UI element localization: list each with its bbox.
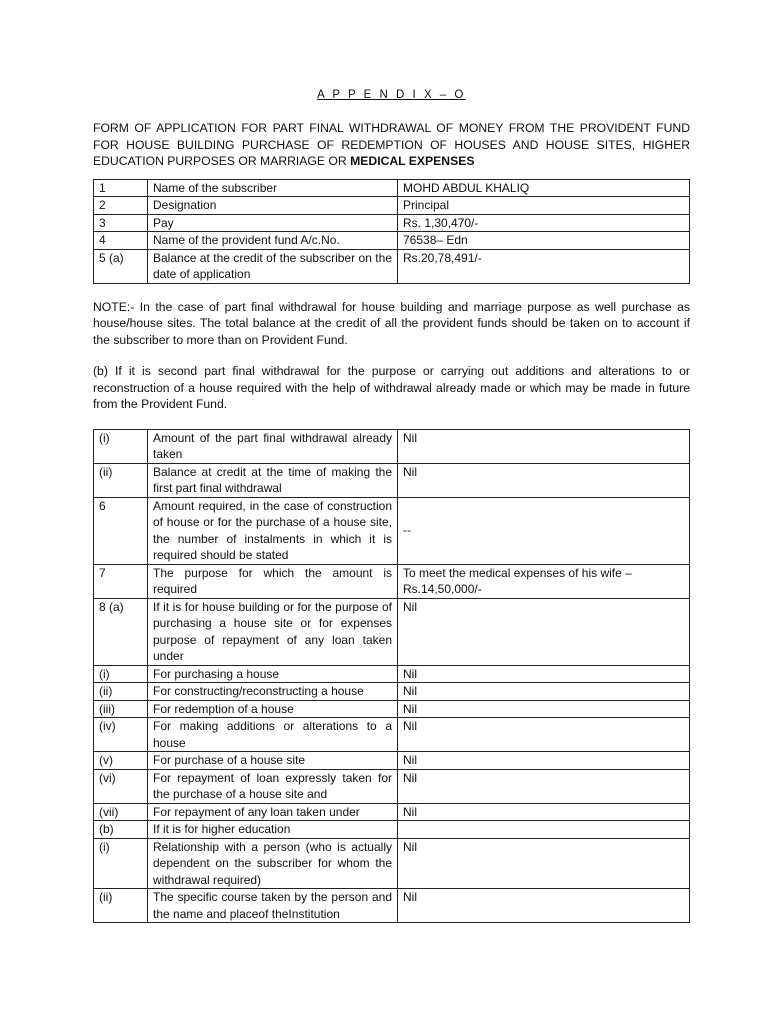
note-paragraph: NOTE:- In the case of part final withdrawal for house building and marriage purpose as well purchase as house/house sites. The total balance at the credit of all the provident funds should be taken on to account if the subscriber to more than on Provident Fund.	[93, 299, 690, 347]
cell-value	[398, 821, 690, 839]
document-page	[93, 88, 690, 923]
table-row	[94, 497, 690, 564]
table-row	[94, 769, 690, 803]
table-row	[94, 564, 690, 598]
cell-value: Nil	[398, 429, 690, 463]
table-row	[94, 752, 690, 770]
cell-value: Nil	[398, 700, 690, 718]
cell-item: For repayment of any loan taken under	[148, 803, 398, 821]
cell-no: (iv)	[94, 718, 148, 752]
cell-no: (ii)	[94, 463, 148, 497]
cell-no: (i)	[94, 838, 148, 889]
cell-no: (ii)	[94, 683, 148, 701]
subscriber-details-table	[93, 179, 690, 284]
cell-no: (v)	[94, 752, 148, 770]
cell-value: Nil	[398, 803, 690, 821]
cell-no: 7	[94, 564, 148, 598]
cell-value: Nil	[398, 665, 690, 683]
cell-no: 2	[94, 197, 148, 215]
cell-item: Amount of the part final withdrawal already taken	[148, 429, 398, 463]
cell-value: Nil	[398, 769, 690, 803]
cell-no: (vii)	[94, 803, 148, 821]
cell-no: 6	[94, 497, 148, 564]
cell-value: --	[398, 497, 690, 564]
cell-item: For making additions or alterations to a house	[148, 718, 398, 752]
cell-item: If it is for house building or for the purpose of purchasing a house site or for expenses purpose of repayment of any loan taken under	[148, 598, 398, 665]
cell-item: Balance at the credit of the subscriber on the date of application	[148, 249, 398, 283]
cell-item: If it is for higher education	[148, 821, 398, 839]
cell-item: Designation	[148, 197, 398, 215]
table-row	[94, 889, 690, 923]
cell-item: For purchasing a house	[148, 665, 398, 683]
cell-item: Amount required, in the case of construction of house or for the purchase of a house site, the number of instalments in which it is required should be stated	[148, 497, 398, 564]
cell-item: For constructing/reconstructing a house	[148, 683, 398, 701]
table-row	[94, 803, 690, 821]
table-row	[94, 214, 690, 232]
cell-value: Nil	[398, 683, 690, 701]
cell-item: Relationship with a person (who is actually dependent on the subscriber for whom the withdrawal required)	[148, 838, 398, 889]
cell-item: Balance at credit at the time of making the first part final withdrawal	[148, 463, 398, 497]
cell-item: For repayment of loan expressly taken for the purchase of a house site and	[148, 769, 398, 803]
table-row	[94, 665, 690, 683]
cell-item: The purpose for which the amount is required	[148, 564, 398, 598]
part-b-paragraph: (b) If it is second part final withdrawal for the purpose or carrying out additions and alterations to or reconstruction of a house required with the help of withdrawal already made or which may be made in future from the Provident Fund.	[93, 364, 690, 411]
cell-item: Name of the subscriber	[148, 179, 398, 197]
table-row	[94, 718, 690, 752]
cell-no: (i)	[94, 429, 148, 463]
cell-no: (i)	[94, 665, 148, 683]
cell-no: (vi)	[94, 769, 148, 803]
cell-value: Nil	[398, 752, 690, 770]
cell-no: 8 (a)	[94, 598, 148, 665]
cell-no: (ii)	[94, 889, 148, 923]
table-row	[94, 463, 690, 497]
cell-item: Pay	[148, 214, 398, 232]
form-heading	[93, 120, 690, 170]
cell-value: Nil	[398, 838, 690, 889]
cell-no: 3	[94, 214, 148, 232]
cell-value: 76538– Edn	[398, 232, 690, 250]
cell-value: Nil	[398, 463, 690, 497]
table-row	[94, 821, 690, 839]
table-row	[94, 683, 690, 701]
cell-value: Rs.20,78,491/-	[398, 249, 690, 283]
cell-value: Principal	[398, 197, 690, 215]
cell-no: 1	[94, 179, 148, 197]
cell-no: (iii)	[94, 700, 148, 718]
table-row	[94, 179, 690, 197]
cell-no: 4	[94, 232, 148, 250]
table-row	[94, 249, 690, 283]
cell-no: 5 (a)	[94, 249, 148, 283]
form-heading-text: FORM OF APPLICATION FOR PART FINAL WITHDRAWAL OF MONEY FROM THE PROVIDENT FUND FOR HOUSE BUILDING PURCHASE OF REDEMPTION OF HOUSES AND HOUSE SITES, HIGHER EDUCATION PURPOSES OR MARRIAGE OR	[93, 121, 690, 168]
table-row	[94, 197, 690, 215]
cell-value: MOHD ABDUL KHALIQ	[398, 179, 690, 197]
cell-item: Name of the provident fund A/c.No.	[148, 232, 398, 250]
table-row	[94, 598, 690, 665]
cell-item: The specific course taken by the person and the name and placeof theInstitution	[148, 889, 398, 923]
form-heading-bold: MEDICAL EXPENSES	[350, 154, 475, 168]
cell-no: (b)	[94, 821, 148, 839]
cell-value: Nil	[398, 598, 690, 665]
appendix-title: A P P E N D I X – O	[317, 89, 466, 101]
cell-value: Rs. 1,30,470/-	[398, 214, 690, 232]
cell-value: Nil	[398, 718, 690, 752]
table-row	[94, 700, 690, 718]
table-row	[94, 429, 690, 463]
cell-value: Nil	[398, 889, 690, 923]
cell-item: For redemption of a house	[148, 700, 398, 718]
table-row	[94, 232, 690, 250]
table-row	[94, 838, 690, 889]
cell-value: To meet the medical expenses of his wife – Rs.14,50,000/-	[398, 564, 690, 598]
withdrawal-details-table	[93, 429, 690, 924]
cell-item: For purchase of a house site	[148, 752, 398, 770]
